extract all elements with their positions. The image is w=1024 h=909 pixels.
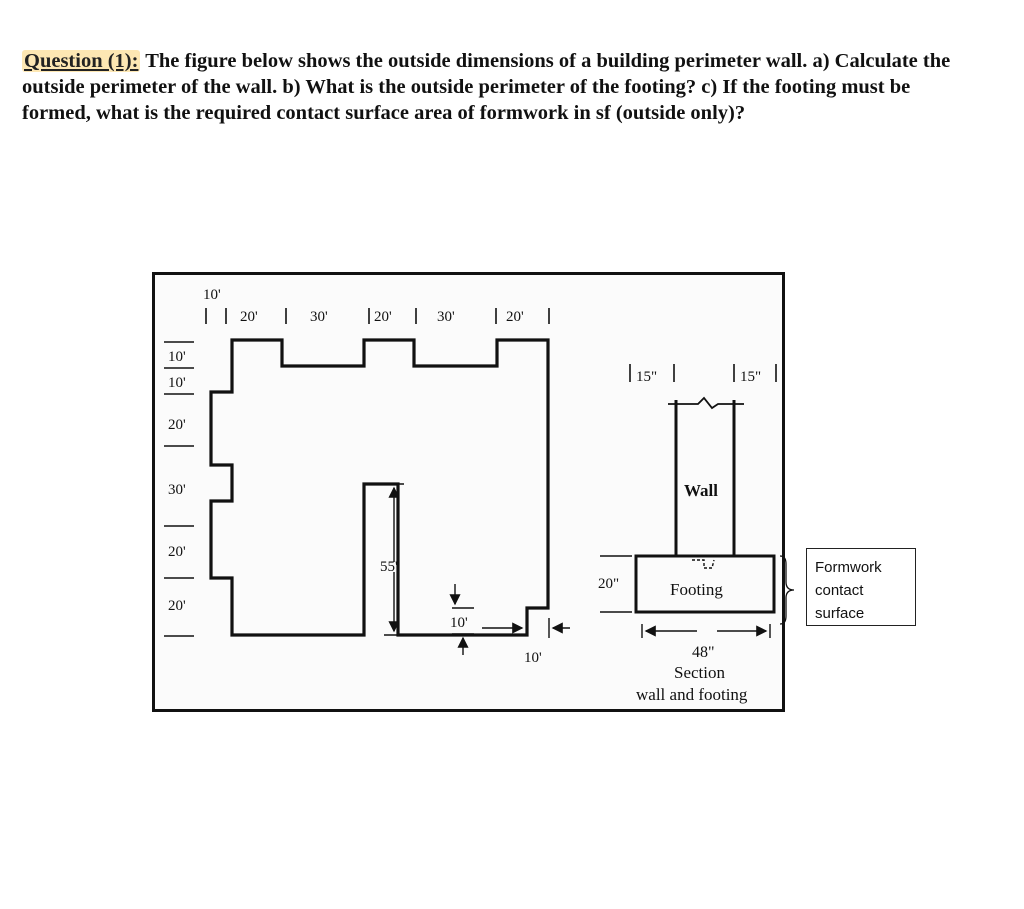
notch-width-label: 10': [450, 615, 468, 631]
top-dim-3: 30': [310, 309, 328, 325]
formwork-brace: [776, 552, 806, 632]
question-label: Question (1):: [24, 50, 139, 72]
question-text: [22, 48, 982, 126]
top-dim-5: 30': [437, 309, 455, 325]
left-dim-3: 20': [168, 417, 186, 433]
left-dim-4: 30': [168, 482, 186, 498]
top-dim-2: 20': [240, 309, 258, 325]
left-dim-2: 10': [168, 375, 186, 391]
question-body: The figure below shows the outside dimensions of a building perimeter wall. a) Calculate the outside perimeter of the wall. b) What is the outside perimeter of the footing? c) If the footing must be formed, what is the required contact surface area of formwork in sf (outside only)?: [22, 50, 951, 124]
building-figure: [152, 272, 785, 712]
top-dim-6: 20': [506, 309, 524, 325]
legend-line-1: Formwork: [815, 559, 882, 576]
right-overhang-label: 15": [740, 369, 762, 385]
footing-width-label: 48": [692, 644, 715, 661]
legend-line-3: surface: [815, 605, 865, 622]
wall-label: Wall: [684, 481, 719, 500]
left-dim-5: 20': [168, 544, 186, 560]
left-dim-1: 10': [168, 349, 186, 365]
step-width-label: 10': [524, 650, 542, 666]
top-dim-1: 10': [203, 287, 221, 303]
left-overhang-label: 15": [636, 369, 658, 385]
left-dim-6: 20': [168, 598, 186, 614]
section-caption-2: wall and footing: [636, 685, 748, 704]
top-dim-4: 20': [374, 309, 392, 325]
legend-line-2: contact: [815, 582, 864, 599]
footing-label: Footing: [670, 580, 723, 599]
formwork-legend: [806, 548, 916, 626]
footing-height-label: 20": [598, 576, 620, 592]
section-caption-1: Section: [674, 663, 725, 682]
notch-depth-label: 55': [380, 559, 398, 575]
